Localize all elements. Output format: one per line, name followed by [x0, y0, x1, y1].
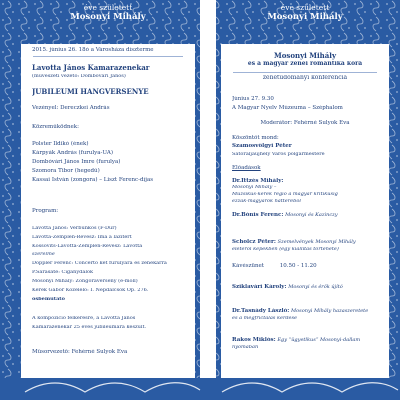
- host: Műsorvezető: Fehérné Sulyok Éva: [32, 349, 128, 355]
- coffee-break: [232, 263, 383, 269]
- program-item: P.Sarasate: Cigánydalok: [32, 270, 93, 275]
- talk-speaker: Dr.Ittzés Mihály:: [232, 178, 284, 184]
- ensemble-director: (művészeti vezető: Dombóvári János): [32, 74, 126, 79]
- talk-title: Mosonyi Mihály –: [232, 185, 277, 190]
- header-right-line1: éve született: [280, 3, 330, 12]
- talk-title: és a megfrictalás kérdése: [232, 316, 298, 321]
- conference-venue: A Magyar Nyelv Múzeuma – Széphalom: [232, 105, 343, 111]
- program-item: Doppler Ferenc: Concerto két furulyára és zenekarra: [32, 261, 167, 266]
- program-item: Lavotta János: Verbunkos (F-Dúr): [32, 226, 117, 231]
- talk-title: Egy “ügyetlkus” Mosonyi-dallam: [277, 337, 361, 343]
- program-item: Mosonyi Mihály: Zongoraverseny (e-moll): [32, 279, 138, 284]
- break-label: Kávészünet: [232, 263, 265, 269]
- welcome-title: Köszöntőt mond:: [232, 135, 279, 141]
- conference-subtitle: zenetudományi konferencia: [262, 75, 348, 81]
- note-line: A kompozíció felkérésre, a Lavotta János: [32, 316, 136, 321]
- talk-speaker: Rakos Miklós:: [232, 337, 276, 343]
- talk-row: [232, 239, 383, 246]
- ensemble-name: Lavotta János Kamarazenekar: [32, 64, 150, 72]
- talk-row: [232, 337, 383, 344]
- header-left-line2: Mosonyi Mihály: [70, 12, 146, 22]
- conference-date: Június 27. 9.30: [232, 96, 274, 102]
- welcome-role: Sátoraljaújhely Város polgármestere: [232, 152, 325, 157]
- performer-item: Kárpyák András (furulya-UA): [32, 150, 114, 156]
- divider: [233, 72, 377, 73]
- note-line: Kamarazenekar 25 éves jubileumára készült.: [32, 325, 147, 330]
- moderator: Moderátor: Fehérné Sulyok Éva: [260, 120, 350, 126]
- program-title: Program:: [32, 208, 59, 214]
- talk-speaker: Dr.Bónis Ferenc:: [232, 212, 284, 218]
- talk-title: Mosonyi Mihály hazaszeretete: [291, 308, 369, 314]
- talk-row: [232, 212, 383, 219]
- talk-speaker: Scholcz Péter:: [232, 239, 276, 245]
- performer-item: Kassai István (zongora) – Liszt Ferenc-díjas: [32, 177, 154, 183]
- header-left: [21, 0, 195, 26]
- talk-title: ezzák-magyarok hátteréből: [232, 199, 301, 204]
- talk-speaker: Dr.Tasnády László:: [232, 308, 290, 314]
- program-item: szerelme: [32, 252, 55, 257]
- concert-panel: [21, 44, 195, 378]
- conductor: Vezényel: Dereczkei András: [32, 105, 110, 111]
- header-left-line1: éve született: [83, 3, 133, 12]
- concert-date-place: 2015. június 26. 18ó a Városháza díszterme: [32, 47, 154, 53]
- talk-title: Mosonyi és érök újító: [288, 284, 343, 290]
- talk-title: Mosonyi és Kazinczy: [285, 212, 338, 218]
- talk-title: életéről képekben (egy kiállítás története): [232, 247, 339, 252]
- performer-item: Szomora Tibor (hegedű): [32, 168, 100, 174]
- performer-item: Dombóvári János Imre (furulya): [32, 159, 121, 165]
- break-time: 10.50 - 11.20: [279, 263, 317, 269]
- divider: [33, 56, 183, 57]
- welcome-name: Szamosvölgyi Péter: [232, 143, 292, 149]
- talk-row: [232, 284, 383, 291]
- talks-title: Előadások: [232, 165, 261, 171]
- talk-title: nyomában: [232, 345, 259, 350]
- conference-panel: [221, 44, 389, 378]
- program-item: ősbemutató: [32, 297, 65, 302]
- header-right: [221, 0, 389, 26]
- talk-title: Muzsikus-kerék régió a magyar kritikusig: [232, 192, 338, 197]
- program-item: Kossovits-Lavotta-Zemplén-Révész: Lavotta: [32, 244, 143, 249]
- program-item: Lavotta-Zemplén-Révész: Ima a lazitért: [32, 235, 132, 240]
- talk-title: Szemelvények Mosonyi Mihály: [277, 239, 356, 245]
- conference-title-line2: és a magyar zenei romantika kora: [247, 61, 363, 67]
- header-right-line2: Mosonyi Mihály: [267, 12, 343, 22]
- talk-speaker: Sziklavári Károly:: [232, 284, 287, 290]
- performers-title: Közreműködnek:: [32, 124, 79, 130]
- performer-item: Polster Ildikó (ének): [32, 141, 89, 147]
- concert-title: JUBILEUMI HANGVERSENYE: [32, 88, 149, 96]
- talk-row: [232, 308, 383, 315]
- program-item: Kerek Gábor Közelelő: I. Nepdalcsok Op. 276.: [32, 288, 149, 293]
- conference-title-line1: Mosonyi Mihály: [273, 52, 337, 60]
